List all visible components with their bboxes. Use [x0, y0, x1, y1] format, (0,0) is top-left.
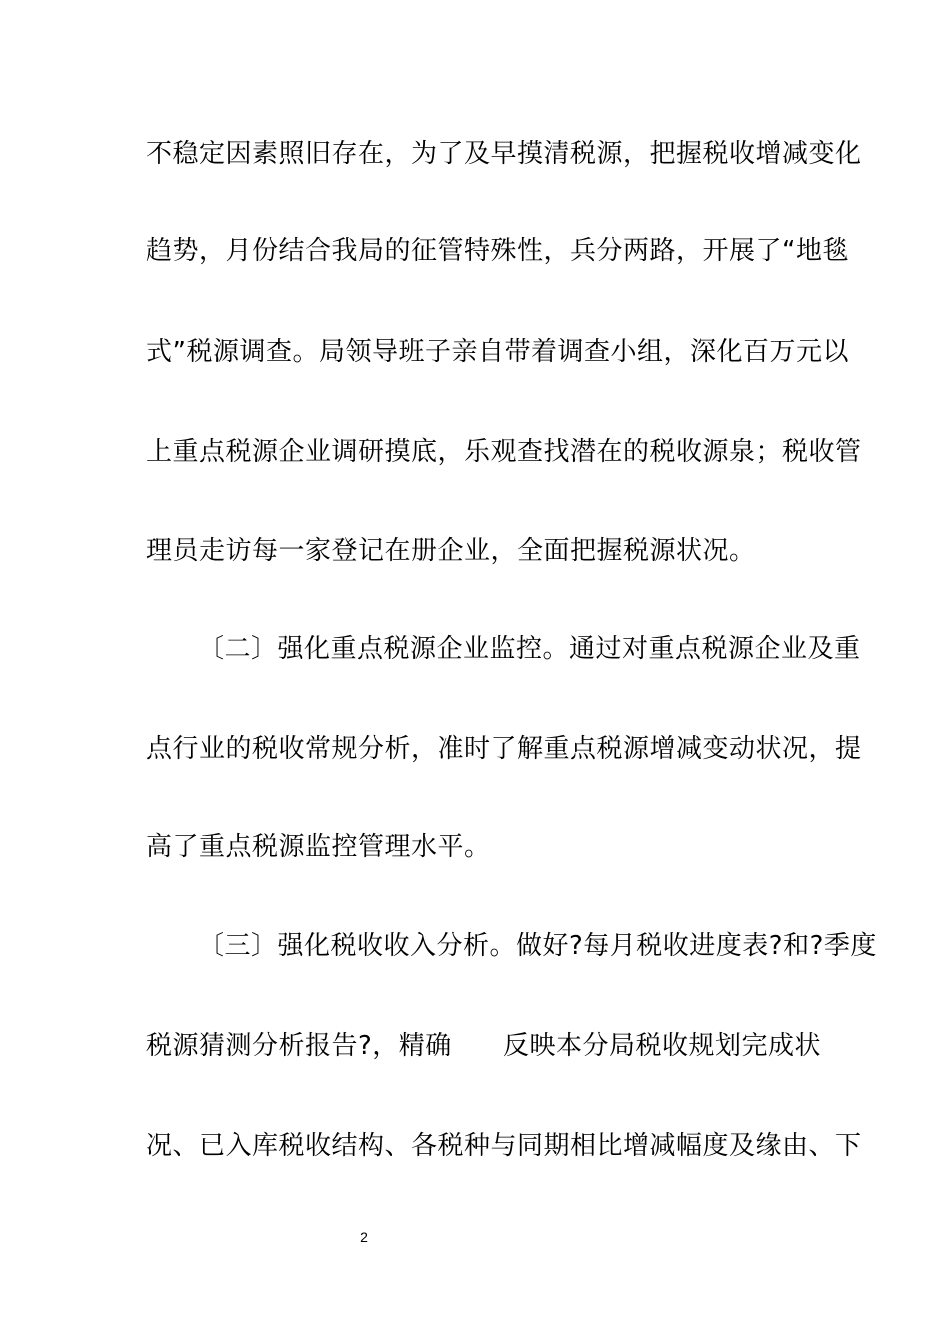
text-line: 高了重点税源监控管理水平。 — [146, 832, 491, 862]
text-line: 式”税源调查。局领导班子亲自带着调查小组，深化百万元以 — [146, 337, 849, 367]
text-line: 理员走访每一家登记在册企业，全面把握税源状况。 — [146, 536, 756, 566]
text-line: 况、已入库税收结构、各税种与同期相比增减幅度及缘由、下 — [146, 1131, 862, 1161]
text-line: 不稳定因素照旧存在，为了及早摸清税源，把握税收增减变化 — [146, 139, 862, 169]
text-line: 趋势，月份结合我局的征管特殊性，兵分两路，开展了“地毯 — [146, 236, 849, 266]
text-line: 上重点税源企业调研摸底，乐观查找潜在的税收源泉；税收管 — [146, 437, 862, 467]
text-line: 税源猜测分析报告?，精确 — [146, 1031, 452, 1061]
paragraph-start-line: 〔二〕强化重点税源企业监控。通过对重点税源企业及重 — [198, 634, 861, 664]
text-line: 点行业的税收常规分析，准时了解重点税源增减变动状况，提 — [146, 734, 862, 764]
page-number: 2 — [360, 1229, 368, 1245]
text-line-continued: 反映本分局税收规划完成状 — [503, 1031, 822, 1061]
paragraph-start-line: 〔三〕强化税收收入分析。做好?每月税收进度表?和?季度 — [198, 931, 877, 961]
